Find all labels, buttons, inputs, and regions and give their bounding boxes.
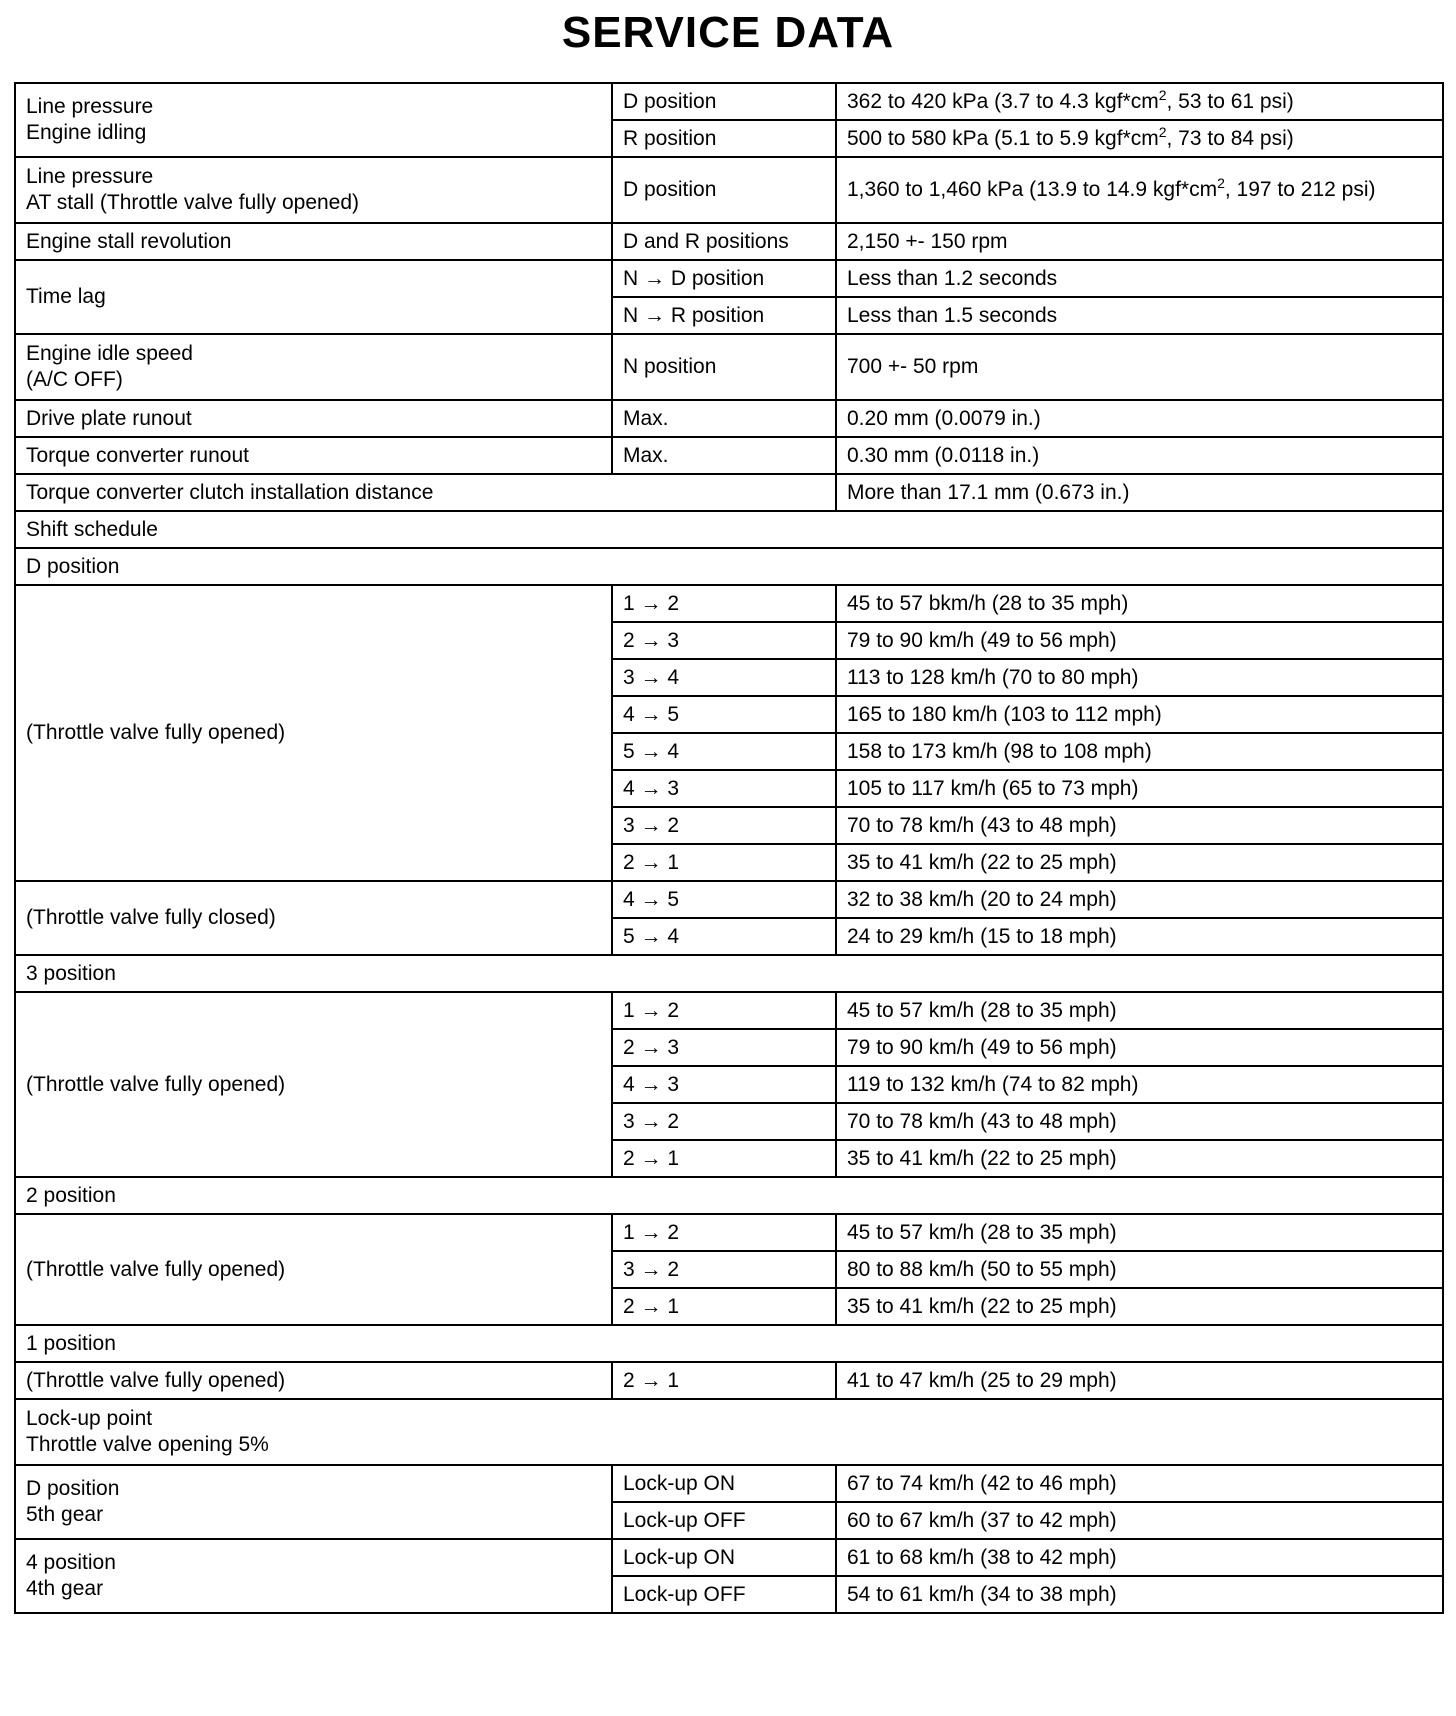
value-cell: 54 to 61 km/h (34 to 38 mph) <box>836 1576 1443 1613</box>
value-cell: 35 to 41 km/h (22 to 25 mph) <box>836 1288 1443 1325</box>
value-cell: 35 to 41 km/h (22 to 25 mph) <box>836 844 1443 881</box>
value-cell: 24 to 29 km/h (15 to 18 mph) <box>836 918 1443 955</box>
item-label: 4 position 4th gear <box>15 1539 612 1613</box>
condition-cell: Lock-up ON <box>612 1465 836 1502</box>
value-cell: 67 to 74 km/h (42 to 46 mph) <box>836 1465 1443 1502</box>
value-cell: 41 to 47 km/h (25 to 29 mph) <box>836 1362 1443 1399</box>
table-row <box>15 83 1443 120</box>
item-label: (Throttle valve fully opened) <box>15 992 612 1177</box>
shift-cell: 5 → 4 <box>612 733 836 770</box>
item-label: (Throttle valve fully opened) <box>15 1214 612 1325</box>
item-label: (Throttle valve fully opened) <box>15 585 612 881</box>
table-row <box>15 223 1443 260</box>
value-cell: 70 to 78 km/h (43 to 48 mph) <box>836 807 1443 844</box>
condition-cell: Lock-up OFF <box>612 1502 836 1539</box>
value-cell: 0.30 mm (0.0118 in.) <box>836 437 1443 474</box>
section-header-row <box>15 511 1443 548</box>
item-label: Time lag <box>15 260 612 334</box>
condition-cell: Max. <box>612 437 836 474</box>
section-header: 2 position <box>15 1177 1443 1214</box>
value-cell: 362 to 420 kPa (3.7 to 4.3 $kgf*cm^2$, 53 to 61 psi) <box>836 83 1443 120</box>
value-cell: 165 to 180 km/h (103 to 112 mph) <box>836 696 1443 733</box>
shift-cell: 2 → 3 <box>612 622 836 659</box>
page-title: SERVICE DATA <box>561 8 895 57</box>
value-cell: 45 to 57 bkm/h (28 to 35 mph) <box>836 585 1443 622</box>
condition-cell: Lock-up OFF <box>612 1576 836 1613</box>
table-row <box>15 585 1443 622</box>
value-cell: 45 to 57 km/h (28 to 35 mph) <box>836 992 1443 1029</box>
condition-cell: D position <box>612 83 836 120</box>
table-row <box>15 474 1443 511</box>
table-row <box>15 437 1443 474</box>
value-cell: 0.20 mm (0.0079 in.) <box>836 400 1443 437</box>
shift-cell: 1 → 2 <box>612 585 836 622</box>
condition-cell: N → D position <box>612 260 836 297</box>
section-header: 3 position <box>15 955 1443 992</box>
shift-cell: 2 → 1 <box>612 1362 836 1399</box>
shift-cell: 4 → 5 <box>612 696 836 733</box>
condition-cell: R position <box>612 120 836 157</box>
value-cell: 1,360 to 1,460 kPa (13.9 to 14.9 $kgf*cm^2$, 197 to 212 psi) <box>836 157 1443 223</box>
section-header: Lock-up point Throttle valve opening 5% <box>15 1399 1443 1465</box>
section-header-row <box>15 1399 1443 1465</box>
table-row <box>15 400 1443 437</box>
shift-cell: 4 → 5 <box>612 881 836 918</box>
value-cell: 119 to 132 km/h (74 to 82 mph) <box>836 1066 1443 1103</box>
value-cell: 700 +- 50 rpm <box>836 334 1443 400</box>
section-header-row <box>15 955 1443 992</box>
condition-cell: D and R positions <box>612 223 836 260</box>
value-cell: 35 to 41 km/h (22 to 25 mph) <box>836 1140 1443 1177</box>
value-cell: 45 to 57 km/h (28 to 35 mph) <box>836 1214 1443 1251</box>
item-label: Engine stall revolution <box>15 223 612 260</box>
shift-cell: 1 → 2 <box>612 1214 836 1251</box>
item-label: Engine idle speed (A/C OFF) <box>15 334 612 400</box>
table-row <box>15 334 1443 400</box>
section-header-row <box>15 548 1443 585</box>
value-cell: 60 to 67 km/h (37 to 42 mph) <box>836 1502 1443 1539</box>
table-row <box>15 881 1443 918</box>
table-row <box>15 992 1443 1029</box>
section-header: 1 position <box>15 1325 1443 1362</box>
value-cell: 105 to 117 km/h (65 to 73 mph) <box>836 770 1443 807</box>
shift-cell: 3 → 2 <box>612 1251 836 1288</box>
condition-cell: D position <box>612 157 836 223</box>
section-header-row <box>15 1177 1443 1214</box>
value-cell: 61 to 68 km/h (38 to 42 mph) <box>836 1539 1443 1576</box>
value-cell: Less than 1.5 seconds <box>836 297 1443 334</box>
item-label: Line pressure AT stall (Throttle valve fully opened) <box>15 157 612 223</box>
shift-cell: 4 → 3 <box>612 1066 836 1103</box>
value-cell: 79 to 90 km/h (49 to 56 mph) <box>836 622 1443 659</box>
shift-cell: 2 → 1 <box>612 1140 836 1177</box>
item-label: D position 5th gear <box>15 1465 612 1539</box>
condition-cell: N → R position <box>612 297 836 334</box>
value-cell: 2,150 +- 150 rpm <box>836 223 1443 260</box>
item-label: (Throttle valve fully opened) <box>15 1362 612 1399</box>
table-row <box>15 157 1443 223</box>
section-header: Shift schedule <box>15 511 1443 548</box>
value-cell: Less than 1.2 seconds <box>836 260 1443 297</box>
shift-cell: 3 → 2 <box>612 807 836 844</box>
condition-cell: Lock-up ON <box>612 1539 836 1576</box>
service-data-table <box>14 82 1444 1614</box>
value-cell: 70 to 78 km/h (43 to 48 mph) <box>836 1103 1443 1140</box>
table-row <box>15 1362 1443 1399</box>
shift-cell: 3 → 2 <box>612 1103 836 1140</box>
shift-cell: 1 → 2 <box>612 992 836 1029</box>
table-row <box>15 1465 1443 1502</box>
shift-cell: 2 → 1 <box>612 844 836 881</box>
value-cell: 500 to 580 kPa (5.1 to 5.9 $kgf*cm^2$, 73 to 84 psi) <box>836 120 1443 157</box>
condition-cell: Max. <box>612 400 836 437</box>
value-cell: More than 17.1 mm (0.673 in.) <box>836 474 1443 511</box>
value-cell: 80 to 88 km/h (50 to 55 mph) <box>836 1251 1443 1288</box>
table-row <box>15 1214 1443 1251</box>
value-cell: 32 to 38 km/h (20 to 24 mph) <box>836 881 1443 918</box>
item-label: (Throttle valve fully closed) <box>15 881 612 955</box>
item-label: Line pressure Engine idling <box>15 83 612 157</box>
shift-cell: 2 → 1 <box>612 1288 836 1325</box>
table-row <box>15 1539 1443 1576</box>
shift-cell: 3 → 4 <box>612 659 836 696</box>
value-cell: 113 to 128 km/h (70 to 80 mph) <box>836 659 1443 696</box>
value-cell: 158 to 173 km/h (98 to 108 mph) <box>836 733 1443 770</box>
item-label: Torque converter runout <box>15 437 612 474</box>
shift-cell: 2 → 3 <box>612 1029 836 1066</box>
shift-cell: 4 → 3 <box>612 770 836 807</box>
value-cell: 79 to 90 km/h (49 to 56 mph) <box>836 1029 1443 1066</box>
section-header-row <box>15 1325 1443 1362</box>
condition-cell: N position <box>612 334 836 400</box>
section-header: D position <box>15 548 1443 585</box>
item-label: Drive plate runout <box>15 400 612 437</box>
shift-cell: 5 → 4 <box>612 918 836 955</box>
table-row <box>15 260 1443 297</box>
item-label: Torque converter clutch installation distance <box>15 474 836 511</box>
